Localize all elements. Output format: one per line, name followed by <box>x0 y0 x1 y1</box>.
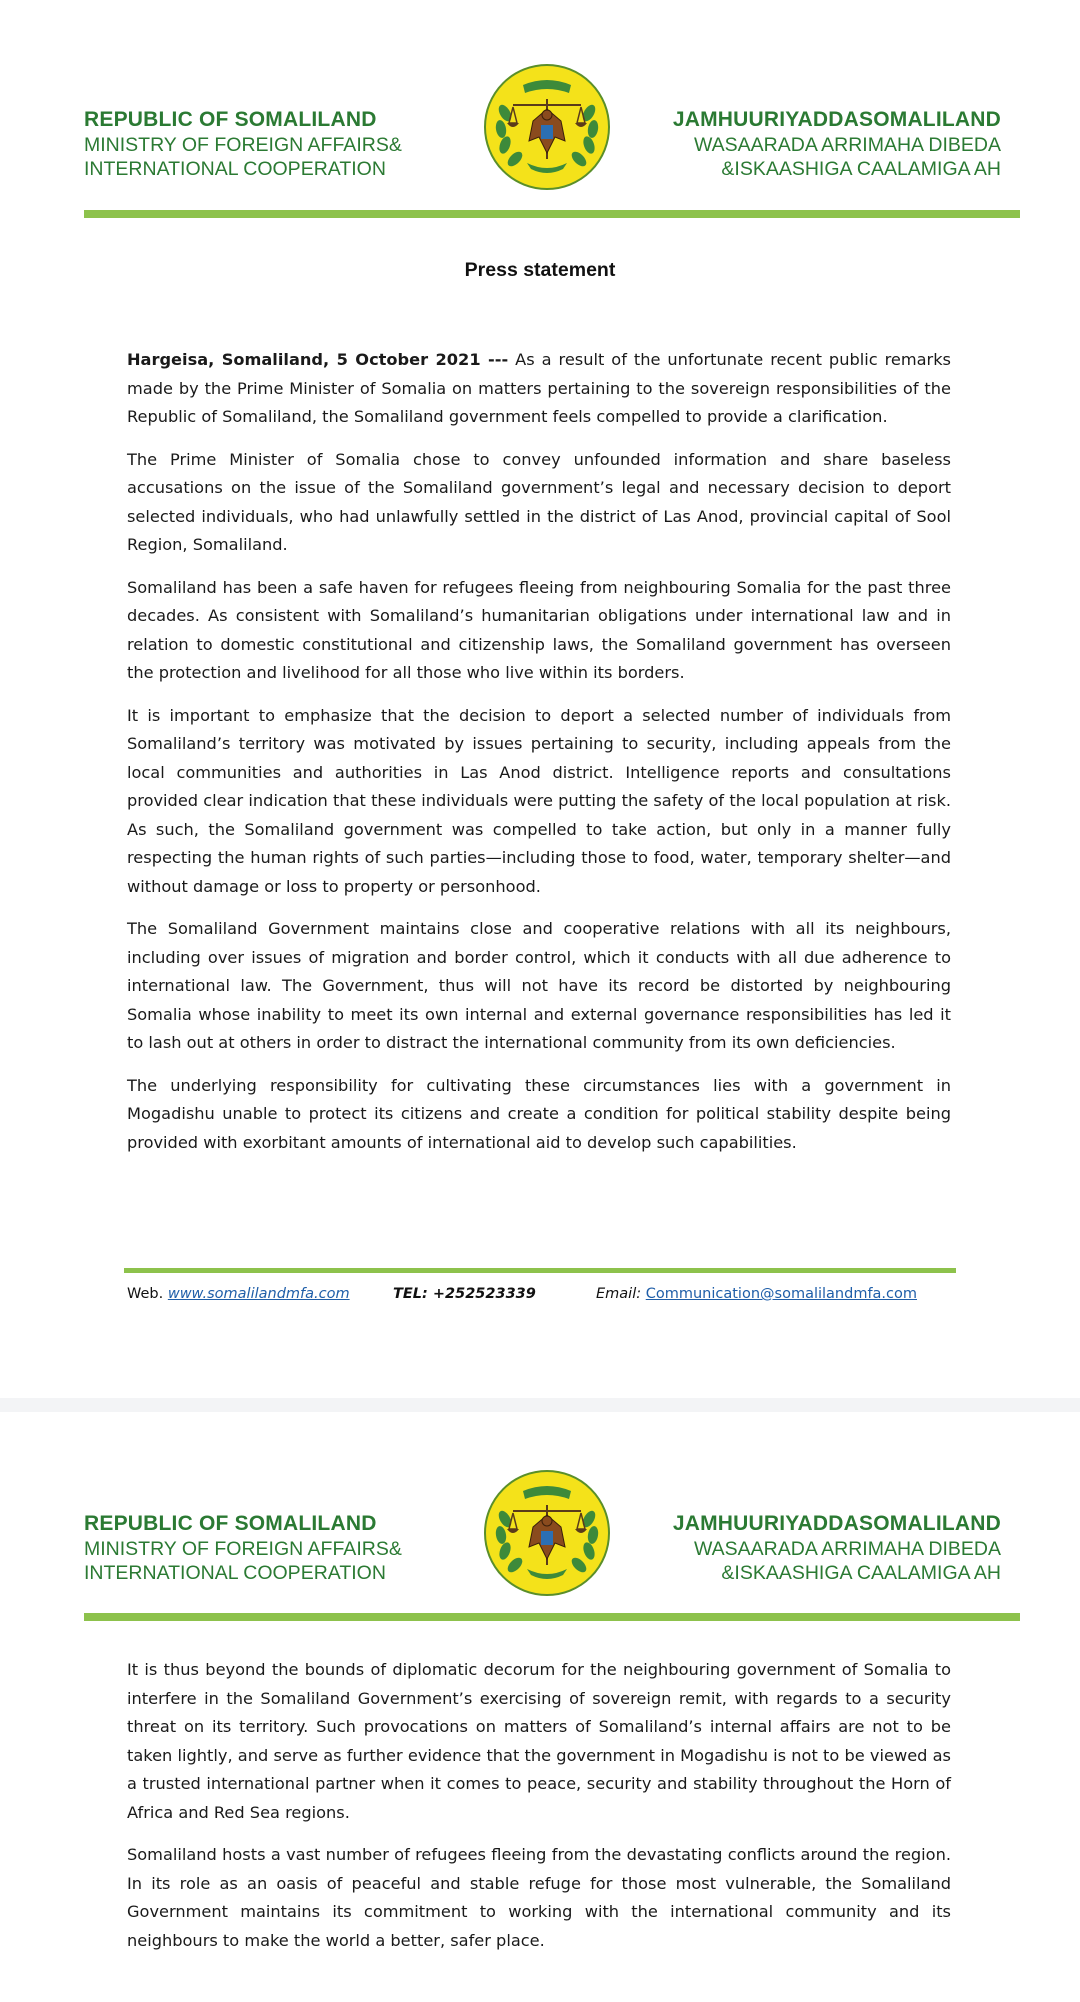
footer-web <box>127 1286 350 1302</box>
letterhead-right-line1: WASAARADA ARRIMAHA DIBEDA <box>693 134 1001 156</box>
paragraph-2: The Prime Minister of Somalia chose to convey unfounded information and share baseless accusations on the issue of the Somaliland government’s legal and necessary decision to deport selected individuals, who had unlawfully settled in the district of Las Anod, provincial capital of Sool Region, Somaliland. <box>127 449 951 554</box>
letterhead-divider <box>84 210 1020 218</box>
letterhead-left-line2-p2: INTERNATIONAL COOPERATION <box>84 1562 386 1584</box>
letterhead-right-line1-p2: WASAARADA ARRIMAHA DIBEDA <box>693 1538 1001 1560</box>
footer-email <box>596 1286 917 1302</box>
page2-body <box>127 1656 951 1969</box>
letterhead-right-p2 <box>673 1511 1001 1585</box>
letterhead-left <box>84 107 402 181</box>
letterhead-right-title-p2: JAMHUURIYADDASOMALILAND <box>672 1512 1001 1535</box>
footer-web-label: Web. <box>127 1286 164 1302</box>
letterhead-left-line1-p2: MINISTRY OF FOREIGN AFFAIRS& <box>84 1538 402 1560</box>
dateline: Hargeisa, Somaliland, 5 October 2021 --- <box>127 350 509 369</box>
letterhead-right-title: JAMHUURIYADDASOMALILAND <box>672 108 1001 131</box>
page-title: Press statement <box>464 259 616 281</box>
paragraph-5: The Somaliland Government maintains close and cooperative relations with all its neighbours, including over issues of migration and border control, which it conducts with all due adherence to international law. The Government, thus will not have its record be distorted by neighbouring Somalia whose inability to meet its own internal and external governance responsibilities has led it to lash out at others in order to distract the international community from its own deficiencies. <box>127 919 951 1052</box>
footer-email-label: Email: <box>596 1286 642 1302</box>
paragraph-8: Somaliland hosts a vast number of refugees fleeing from the devastating conflicts around the region. In its role as an oasis of peaceful and stable refuge for those most vulnerable, the Somaliland Government maintains its commitment to working with the international community and its neighbours to make the world a better, safer place. <box>127 1845 951 1950</box>
email-link[interactable]: Communication@somalilandmfa.com <box>645 1286 918 1302</box>
paragraph-7: It is thus beyond the bounds of diplomatic decorum for the neighbouring government of Somalia to interfere in the Somaliland Government’s exercising of sovereign remit, with regards to a security threat on its territory. Such provocations on matters of Somaliland’s internal affairs are not to be taken lightly, and serve as further evidence that the government in Mogadishu is not to be viewed as a trusted international partner when it comes to peace, security and stability throughout the Horn of Africa and Red Sea regions. <box>127 1660 951 1822</box>
letterhead-left-title-p2: REPUBLIC OF SOMALILAND <box>84 1512 377 1535</box>
website-link[interactable]: www.somalilandmfa.com <box>167 1286 350 1302</box>
letterhead-left-line2: INTERNATIONAL COOPERATION <box>84 158 386 180</box>
page1-body <box>127 346 951 1171</box>
somaliland-emblem-icon <box>483 1469 611 1597</box>
page-separator <box>0 1398 1080 1412</box>
letterhead-left-line1: MINISTRY OF FOREIGN AFFAIRS& <box>84 134 402 156</box>
paragraph-1 <box>127 346 951 432</box>
letterhead-left-title: REPUBLIC OF SOMALILAND <box>84 108 377 131</box>
letterhead-divider-p2 <box>84 1613 1020 1621</box>
letterhead-right-line2: &ISKAASHIGA CAALAMIGA AH <box>721 158 1001 180</box>
paragraph-4: It is important to emphasize that the decision to deport a selected number of individuals from Somaliland’s territory was motivated by issues pertaining to security, including appeals from the local communities and authorities in Las Anod district. Intelligence reports and consultations provided clear indication that these individuals were putting the safety of the local population at risk. As such, the Somaliland government was compelled to take action, but only in a manner fully respecting the human rights of such parties—including those to food, water, temporary shelter—and without damage or loss to property or personhood. <box>127 705 951 896</box>
letterhead-right-line2-p2: &ISKAASHIGA CAALAMIGA AH <box>721 1562 1001 1584</box>
document-page-2 <box>0 1412 1080 2002</box>
paragraph-1-text: As a result of the unfortunate recent public remarks made by the Prime Minister of Somalia on matters pertaining to the sovereign responsibilities of the Republic of Somaliland, the Somaliland government feels compelled to provide a clarification. <box>127 350 951 426</box>
somaliland-emblem-icon <box>483 63 611 191</box>
paragraph-3: Somaliland has been a safe haven for refugees fleeing from neighbouring Somalia for the past three decades. As consistent with Somaliland’s humanitarian obligations under international law and in relation to domestic constitutional and citizenship laws, the Somaliland government has overseen the protection and livelihood for all those who live within its borders. <box>127 577 951 682</box>
letterhead-left-p2 <box>84 1511 402 1585</box>
footer-tel: TEL: +252523339 <box>393 1286 536 1302</box>
footer-divider <box>124 1268 956 1273</box>
paragraph-6: The underlying responsibility for cultivating these circumstances lies with a government in Mogadishu unable to protect its citizens and create a condition for political stability despite being provided with exorbitant amounts of international aid to develop such capabilities. <box>127 1075 951 1152</box>
letterhead-right <box>673 107 1001 181</box>
